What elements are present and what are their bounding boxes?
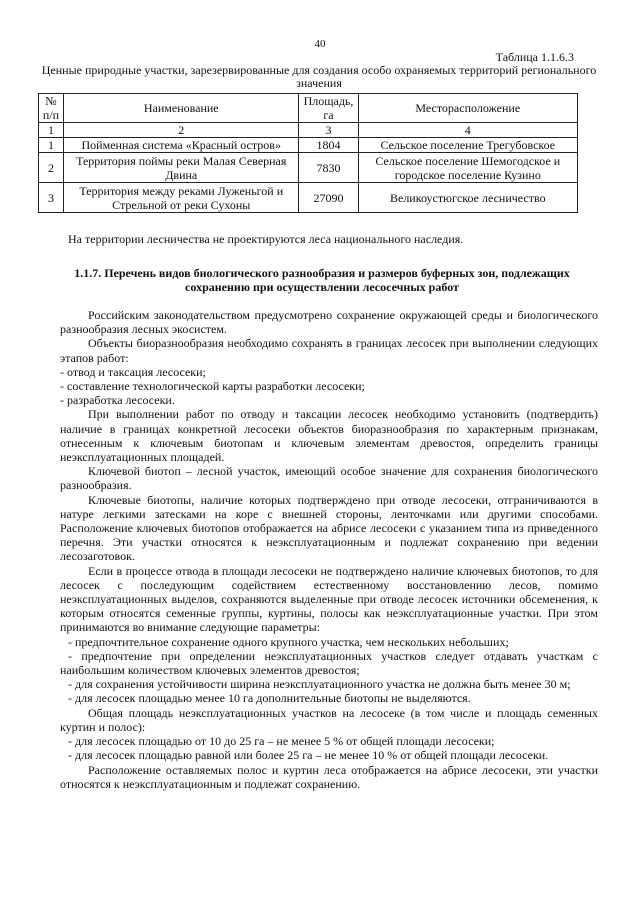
list-item: - разработка лесосеки. — [60, 393, 175, 408]
cell-area: 27090 — [299, 183, 358, 213]
paragraph: Ключевые биотопы, наличие которых подтверждено при отводе лесосеки, отграничиваются в натуре легкими затесками на коре с внешней стороны, ленточками или другими способами. Расположение ключевых биотопов отображается на абрисе лесосеки с указанием типа из приведенного перечня. Эти участки относятся к неэксплуатационным и подлежат сохранению при ведении лесозаготовок. — [60, 492, 598, 564]
cell-name: Территория между реками Луженьгой и Стрельной от реки Сухоны — [64, 183, 299, 213]
paragraph: Общая площадь неэксплуатационных участков на лесосеке (в том числе и площадь семенных куртин и полос): — [60, 705, 598, 734]
cell-location: Сельское поселение Трегубовское — [358, 138, 577, 153]
column-number: 3 — [299, 123, 358, 138]
header-area: Площадь, га — [299, 94, 358, 123]
column-number: 4 — [358, 123, 577, 138]
body-text — [60, 308, 598, 791]
paragraph: Ключевой биотоп – лесной участок, имеющий особое значение для сохранения биологического разнообразия. — [60, 464, 598, 493]
page-number: 40 — [314, 38, 326, 50]
table-row — [39, 183, 578, 213]
header-location: Месторасположение — [358, 94, 577, 123]
paragraph: Объекты биоразнообразия необходимо сохранять в границах лесосек при выполнении следующих этапов работ: — [60, 336, 598, 365]
column-number: 1 — [39, 123, 64, 138]
paragraph: Если в процессе отвода в площади лесосеки не подтверждено наличие ключевых биотопов, то для лесосек с последующим содействием естественному восстановлению лесов, помимо неэксплуатационных выделов, сохраняются выделенные при отводе лесосек источники обсеменения, к которым относятся семенные группы, куртины, полосы как неэксплуатационные участки. При этом принимаются во внимание следующие параметры: — [60, 563, 598, 635]
paragraph: При выполнении работ по отводу и таксации лесосек необходимо установить (подтвердить) наличие в границах конкретной лесосеки объектов биоразнообразия по характерным признакам, отнесенным к ключевым биотопам и ключевым элементам древостоя, определить границы неэксплуатационных площадей. — [60, 407, 598, 465]
table-caption: Ценные природные участки, зарезервированные для создания особо охраняемых территорий регионального значения — [41, 63, 597, 90]
paragraph: Российским законодательством предусмотрено сохранение окружающей среды и биологического разнообразия лесных экосистем. — [60, 308, 598, 337]
column-number: 2 — [64, 123, 299, 138]
list-item: - составление технологической карты разработки лесосеки; — [60, 379, 365, 394]
list-item: - отвод и таксация лесосеки; — [60, 364, 206, 379]
list-item: - предпочтение при определении неэксплуатационных участков следует отдавать участкам с наибольшим количеством ключевых элементов древостоя; — [60, 648, 598, 678]
cell-name: Пойменная система «Красный остров» — [64, 138, 299, 153]
list-item: - для лесосек площадью от 10 до 25 га – не менее 5 % от общей площади лесосеки; — [68, 734, 495, 749]
table-label: Таблица 1.1.6.3 — [495, 50, 574, 64]
cell-location: Сельское поселение Шемогодское и городское поселение Кузино — [358, 153, 577, 183]
table-column-numbers-row — [39, 123, 578, 138]
cell-location: Великоустюгское лесничество — [358, 183, 577, 213]
list-item: - для лесосек площадью менее 10 га дополнительные биотопы не выделяются. — [68, 691, 471, 706]
table-row — [39, 138, 578, 153]
reserve-table — [38, 93, 578, 213]
list-item: - предпочтительное сохранение одного крупного участка, чем нескольких небольших; — [68, 634, 509, 649]
cell-number: 1 — [39, 138, 64, 153]
cell-name: Территория поймы реки Малая Северная Двина — [64, 153, 299, 183]
cell-number: 3 — [39, 183, 64, 213]
header-number: № п/п — [39, 94, 64, 123]
note-text: На территории лесничества не проектируются леса национального наследия. — [68, 232, 464, 246]
header-name: Наименование — [64, 94, 299, 123]
paragraph: Расположение оставляемых полос и куртин леса отображается на абрисе лесосеки, эти участки относятся к неэксплуатационным и подлежат сохранению. — [60, 762, 598, 791]
table-header-row — [39, 94, 578, 123]
cell-area: 1804 — [299, 138, 358, 153]
cell-area: 7830 — [299, 153, 358, 183]
list-item: - для сохранения устойчивости ширина неэксплуатационного участка не должна быть менее 30 м; — [68, 677, 571, 692]
table-row — [39, 153, 578, 183]
cell-number: 2 — [39, 153, 64, 183]
list-item: - для лесосек площадью равной или более 25 га – не менее 10 % от общей площади лесосеки. — [68, 748, 549, 763]
section-heading: 1.1.7. Перечень видов биологического разнообразия и размеров буферных зон, подлежащих сохранению при осуществлении лесосечных работ — [74, 266, 570, 294]
